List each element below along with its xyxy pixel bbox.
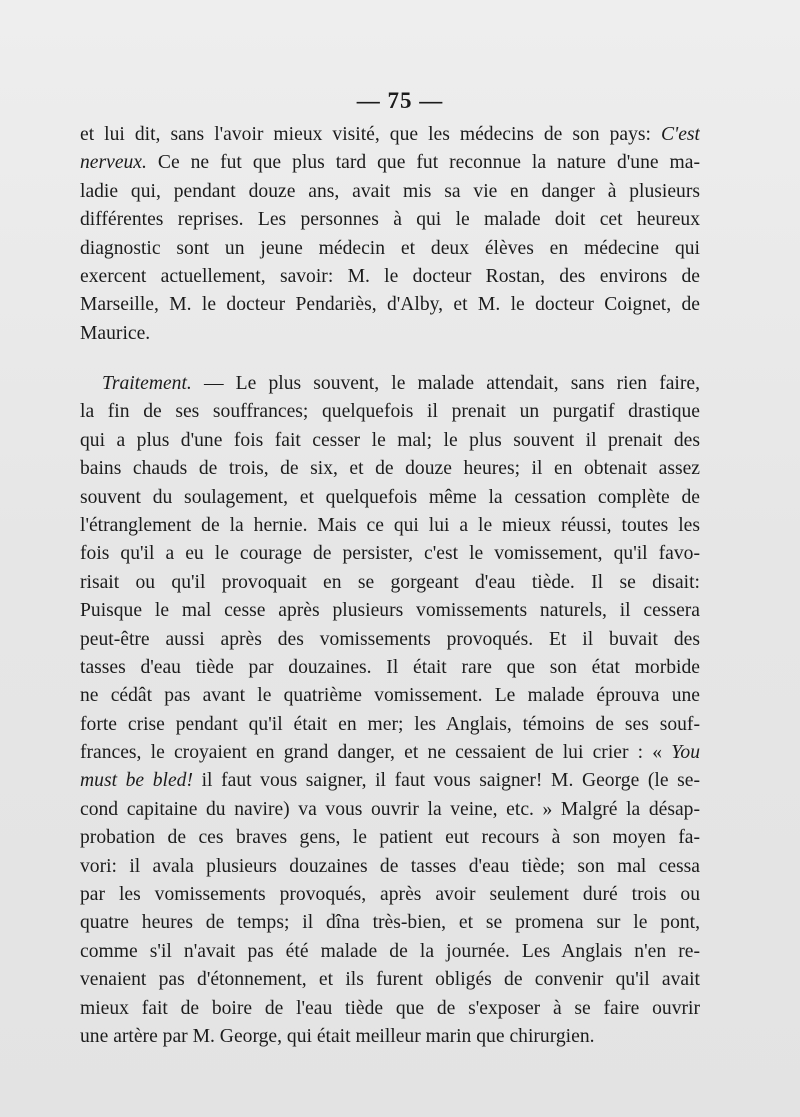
text-line	[80, 909, 700, 937]
text-line	[80, 966, 700, 994]
text-segment: venaient pas d'étonnement, et ils furent obligés de convenir qu'il avait	[80, 969, 700, 991]
text-segment: frances, le croyaient en grand danger, et ne cessaient de lui crier : «	[80, 742, 672, 764]
paragraph-diagnosis	[80, 121, 700, 348]
text-segment: diagnostic sont un jeune médecin et deux élèves en médecine qui	[80, 237, 700, 259]
text-segment: ne cédât pas avant le quatrième vomissement. Le malade éprouva une	[80, 685, 700, 707]
text-line	[80, 512, 700, 540]
italic-text: nerveux.	[80, 152, 147, 174]
text-line	[80, 291, 700, 319]
text-segment: une artère par M. George, qui était meilleur marin que chirurgien.	[80, 1025, 595, 1047]
text-line	[80, 739, 700, 767]
text-segment: qui a plus d'une fois fait cesser le mal; le plus souvent il prenait des	[80, 429, 700, 451]
text-segment: — Le plus souvent, le malade attendait, sans rien faire,	[191, 373, 700, 394]
text-segment: il faut vous saigner, il faut vous saigner! M. George (le se-	[193, 770, 700, 792]
text-line	[80, 767, 700, 795]
text-segment: comme s'il n'avait pas été malade de la journée. Les Anglais n'en re-	[80, 940, 700, 962]
text-line	[80, 263, 700, 291]
text-line	[80, 711, 700, 739]
text-segment: mieux fait de boire de l'eau tiède que de s'exposer à se faire ouvrir	[80, 997, 700, 1019]
text-segment: bains chauds de trois, de six, et de douze heures; il en obtenait assez	[80, 458, 700, 480]
text-segment: risait ou qu'il provoquait en se gorgeant d'eau tiède. Il se disait:	[80, 571, 700, 593]
text-line	[80, 995, 700, 1023]
text-segment: peut-être aussi après des vomissements provoqués. Et il buvait des	[80, 628, 700, 650]
text-line	[80, 853, 700, 881]
text-line	[80, 178, 700, 206]
text-line	[80, 455, 700, 483]
text-line	[80, 206, 700, 234]
text-segment: par les vomissements provoqués, après avoir seulement duré trois ou	[80, 884, 700, 906]
text-line	[80, 1023, 700, 1051]
italic-text: must be bled!	[80, 770, 193, 792]
text-line	[80, 597, 700, 625]
text-line	[80, 682, 700, 710]
text-segment: cond capitaine du navire) va vous ouvrir la veine, etc. » Malgré la désap-	[80, 798, 700, 820]
text-segment: fois qu'il a eu le courage de persister, c'est le vomissement, qu'il favo-	[80, 543, 700, 565]
text-segment: Maurice.	[80, 322, 151, 344]
text-segment: Puisque le mal cesse après plusieurs vomissements naturels, il cessera	[80, 600, 700, 622]
text-line	[80, 938, 700, 966]
text-line	[80, 654, 700, 682]
italic-text: You	[671, 742, 700, 764]
text-segment: vori: il avala plusieurs douzaines de tasses d'eau tiède; son mal cessa	[80, 855, 700, 877]
text-line	[80, 626, 700, 654]
text-segment: la fin de ses souffrances; quelquefois il prenait un purgatif drastique	[80, 401, 700, 423]
text-line	[80, 881, 700, 909]
page-number: — 75 —	[356, 88, 444, 113]
text-line	[80, 427, 700, 455]
text-segment: Marseille, M. le docteur Pendariès, d'Alby, et M. le docteur Coignet, de	[80, 294, 700, 316]
text-line	[80, 824, 700, 852]
text-segment: et lui dit, sans l'avoir mieux visité, que les médecins de son pays:	[80, 124, 661, 145]
text-segment: Ce ne fut que plus tard que fut reconnue la nature d'une ma-	[146, 152, 700, 174]
text-segment: l'étranglement de la hernie. Mais ce qui lui a le mieux réussi, toutes les	[80, 514, 700, 536]
text-line	[80, 398, 700, 426]
paragraph-treatment	[80, 370, 700, 1051]
text-line	[80, 149, 700, 177]
text-line	[80, 540, 700, 568]
italic-text: Traitement.	[102, 373, 192, 394]
text-line	[80, 796, 700, 824]
text-segment: probation de ces braves gens, le patient eut recours à son moyen fa-	[80, 827, 700, 849]
text-segment: forte crise pendant qu'il était en mer; les Anglais, témoins de ses souf-	[80, 713, 700, 735]
text-line	[80, 121, 700, 149]
text-line	[80, 484, 700, 512]
text-line	[80, 370, 700, 398]
text-line	[80, 569, 700, 597]
text-segment: différentes reprises. Les personnes à qui le malade doit cet heureux	[80, 209, 700, 231]
text-line	[80, 235, 700, 263]
text-segment: tasses d'eau tiède par douzaines. Il était rare que son état morbide	[80, 656, 700, 678]
text-segment: quatre heures de temps; il dîna très-bien, et se promena sur le pont,	[80, 912, 700, 934]
text-line	[80, 320, 700, 348]
italic-text: C'est	[660, 124, 700, 145]
text-segment: exercent actuellement, savoir: M. le docteur Rostan, des environs de	[80, 265, 700, 287]
text-segment: souvent du soulagement, et quelquefois même la cessation complète de	[80, 486, 700, 508]
text-segment: ladie qui, pendant douze ans, avait mis sa vie en danger à plusieurs	[80, 180, 700, 202]
